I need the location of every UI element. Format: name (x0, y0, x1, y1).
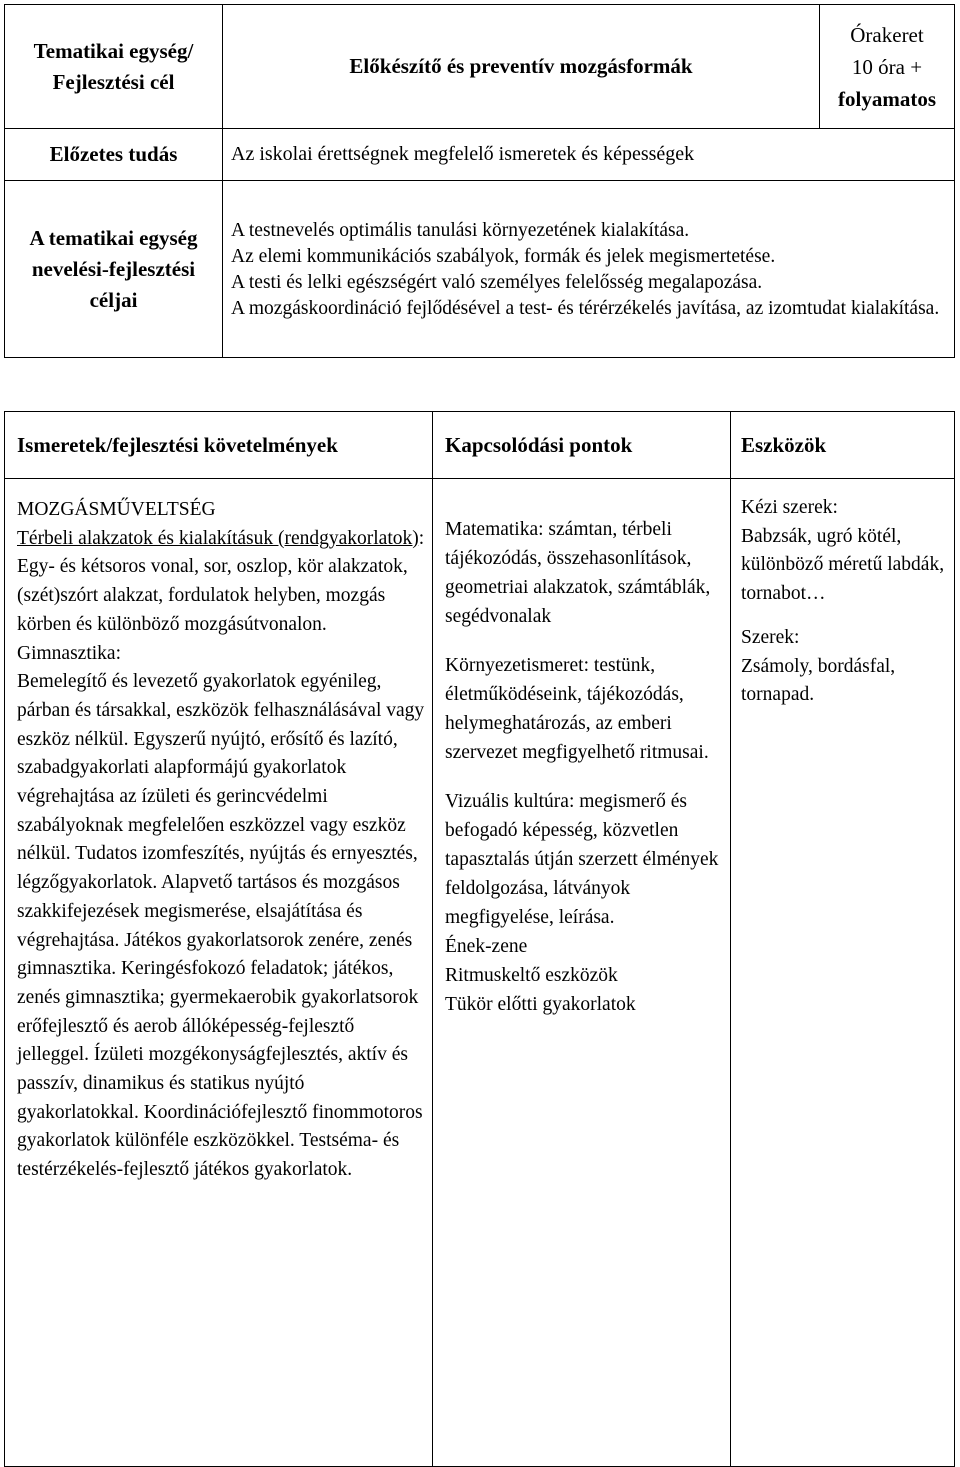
prior-knowledge-label-cell (5, 129, 223, 181)
column-header-tools: Eszközök (731, 412, 955, 479)
unit-label-cell (5, 5, 223, 129)
unit-header-table (4, 4, 955, 358)
hand-tools-label: Kézi szerek: (741, 497, 838, 518)
formations-text: Egy- és kétsoros vonal, sor, oszlop, kör alakzatok, (szét)szórt alakzat, fordulatok helyben, mozgás körben és különböző mozgásútvonalon. (17, 556, 408, 635)
connections-cell (433, 479, 731, 1467)
section-title: MOZGÁSMŰVELTSÉG (17, 499, 216, 520)
environment-title: Környezetismeret (445, 655, 584, 676)
rhythm-tools-link: Ritmuskeltő eszközök (445, 965, 618, 986)
unit-label: Tematikai egység/ Fejlesztési cél (33, 38, 194, 94)
goal-item: A testnevelés optimális tanulási környezetének kialakítása. (231, 220, 690, 241)
visual-culture-title: Vizuális kultúra (445, 791, 569, 812)
hours-extra: folyamatos (838, 86, 936, 111)
mirror-exercises-link: Tükör előtti gyakorlatok (445, 994, 636, 1015)
visual-culture-text: : megismerő és befogadó képesség, közvetlen tapasztalás útján szerzett élmények feldolgozása, látványok megfigyelése, leírása. (445, 791, 719, 928)
goal-item: A testi és lelki egészségért való személyes felelősség megalapozása. (231, 272, 763, 293)
equipment-items: Zsámoly, bordásfal, tornapad. (741, 655, 896, 705)
prior-knowledge-label: Előzetes tudás (49, 142, 178, 166)
music-link: Ének-zene (445, 936, 528, 957)
hours-label: Órakeret (850, 22, 924, 47)
goal-item: Az elemi kommunikációs szabályok, formák és jelek megismertetése. (231, 246, 776, 267)
subsection-title-gymnastics: Gimnasztika (17, 642, 116, 664)
column-header-requirements: Ismeretek/fejlesztési követelmények (5, 412, 433, 479)
unit-title: Előkészítő és preventív mozgásformák (349, 54, 693, 78)
goals-list-cell (223, 181, 955, 358)
math-text: : számtan, térbeli tájékozódás, összehasonlítások, geometriai alakzatok, számtáblák, segédvonalak (445, 519, 711, 627)
hand-tools-items: Babzsák, ugró kötél, különböző méretű labdák, tornabot… (741, 525, 945, 604)
unit-title-cell (223, 5, 820, 129)
content-table (4, 411, 955, 1467)
goals-label-line2: nevelési-fejlesztési (31, 256, 196, 281)
subsection-colon: : (418, 527, 425, 549)
hours-value: 10 óra + (851, 54, 923, 79)
tools-cell (731, 479, 955, 1467)
column-header-connections: Kapcsolódási pontok (433, 412, 731, 479)
prior-knowledge-value: Az iskolai érettségnek megfelelő ismeretek és képességek (231, 143, 695, 165)
subsection-title-formations: Térbeli alakzatok és kialakításuk (rendgyakorlatok) (17, 527, 419, 549)
subsection-colon: : (115, 642, 121, 664)
goals-label-line1: A tematikai egység (29, 225, 198, 250)
gymnastics-text: Bemelegítő és levezető gyakorlatok egyénileg, párban és társakkal, eszközök felhasználásával vagy eszköz nélkül. Egyszerű nyújtó, erősítő és lazító, szabadgyakorlati alapformájú gyakorlatok végrehajtása az ízületi és gerincvédelmi szabályoknak megfelelően eszközzel vagy eszköz nélkül. Tudatos izomfeszítés, nyújtás és ernyesztés, légzőgyakorlatok. Alapvető tartásos és mozgásos szakkifejezések megismerése, elsajátítása és végrehajtása. Játékos gyakorlatsorok zenére, zenés gimnasztika. Keringésfokozó feladatok; játékos, zenés gimnasztika; gyermekaerobik gyakorlatsorok erőfejlesztő és aerob állóképesség-fejlesztő jelleggel. Ízületi mozgékonyságfejlesztés, aktív és passzív, dinamikus és statikus nyújtó gyakorlatokkal. Koordinációfejlesztő finommotoros gyakorlatok különféle eszközökkel. Testséma- és testérzékelés-fejlesztő játékos gyakorlatok. (17, 671, 425, 1181)
goals-label-line3: céljai (89, 287, 138, 312)
environment-text: : testünk, életműködéseink, tájékozódás, helymeghatározás, az emberi szervezet megfigyelhető ritmusai. (445, 655, 709, 763)
equipment-label: Szerek: (741, 627, 800, 648)
goals-label-cell (5, 181, 223, 358)
goal-item: A mozgáskoordináció fejlődésével a test- és térérzékelés javítása, az izomtudat kialakítása. (231, 298, 940, 319)
math-title: Matematika (445, 519, 539, 540)
requirements-cell (5, 479, 433, 1467)
hours-cell (820, 5, 955, 129)
prior-knowledge-value-cell (223, 129, 955, 181)
